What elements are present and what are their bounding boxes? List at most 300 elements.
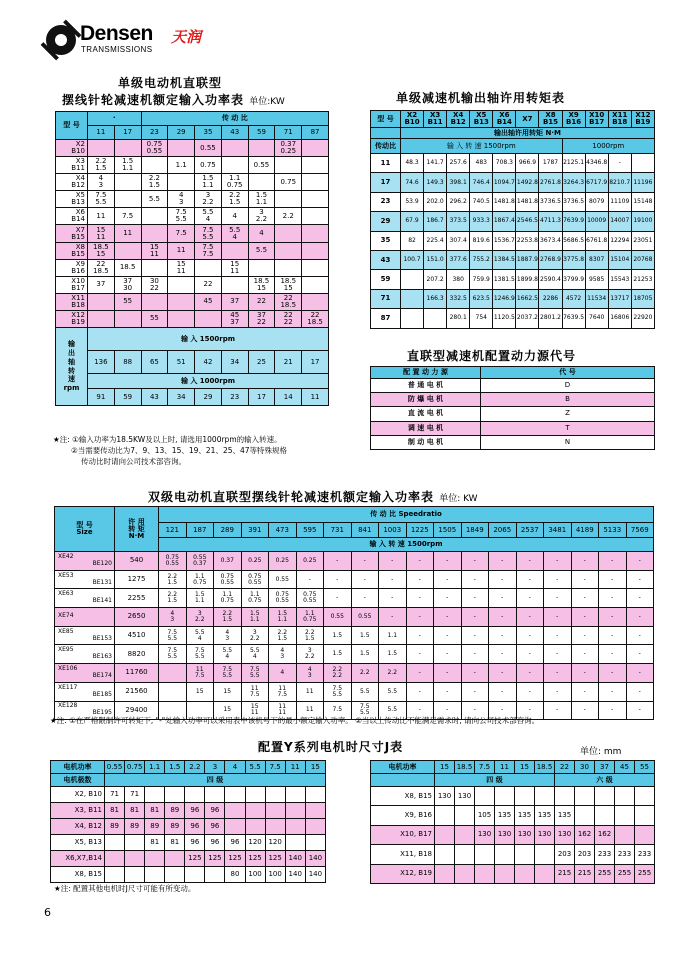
t2-value: 740.5 bbox=[470, 192, 493, 211]
t4-torque: 540 bbox=[115, 552, 159, 571]
t5-value bbox=[225, 819, 245, 835]
t1-value: 18.5 15 bbox=[275, 276, 302, 293]
t2-value: 280.1 bbox=[447, 309, 470, 328]
t5-value bbox=[575, 806, 595, 825]
t4-value: 0.25 bbox=[241, 552, 269, 571]
t4-value bbox=[159, 682, 187, 701]
t4-value: 2.2 1.5 bbox=[214, 608, 242, 627]
t4-value: 3 2.2 bbox=[296, 645, 324, 664]
t2-value: 20768 bbox=[631, 250, 654, 269]
t2-value: 19100 bbox=[631, 212, 654, 231]
t2-value: 7639.5 bbox=[562, 309, 585, 328]
t1-value bbox=[221, 157, 248, 174]
t4-ratio: 187 bbox=[186, 523, 214, 538]
t4-value: - bbox=[571, 626, 599, 645]
t5-value: 96 bbox=[205, 819, 225, 835]
t4-value: 2.2 2.2 bbox=[324, 664, 352, 683]
table-row bbox=[56, 140, 329, 157]
t5-value: 96 bbox=[185, 803, 205, 819]
t4-value: - bbox=[489, 664, 517, 683]
t4-value: - bbox=[434, 570, 462, 589]
t4-value: - bbox=[406, 552, 434, 571]
t5-power: 5.5 bbox=[245, 761, 265, 774]
table-cell bbox=[371, 774, 435, 787]
t5-value: 140 bbox=[305, 867, 325, 883]
t4-model-be: BE141 bbox=[92, 597, 112, 605]
t1-value bbox=[168, 174, 195, 191]
t1-header-ratio: 传 动 比 bbox=[141, 112, 328, 126]
t4-value: 5.5 bbox=[379, 701, 407, 720]
table-row bbox=[51, 851, 326, 867]
t5-model: X5, B13 bbox=[51, 835, 105, 851]
t5-model: X3, B11 bbox=[51, 803, 105, 819]
t4-value: - bbox=[406, 626, 434, 645]
t5-value bbox=[285, 819, 305, 835]
t3-header-source: 配 置 动 力 源 bbox=[371, 367, 481, 379]
t4-value: - bbox=[434, 608, 462, 627]
t1-value: 2.2 1.5 bbox=[141, 174, 168, 191]
t1-speed2-value: 43 bbox=[141, 389, 168, 406]
t4-ratio: 7569 bbox=[626, 523, 654, 538]
t4-torque: 29400 bbox=[115, 701, 159, 720]
t2-value: 819.6 bbox=[470, 231, 493, 250]
t4-table bbox=[54, 506, 654, 720]
t4-value: - bbox=[544, 701, 572, 720]
t4-value: 1.5 bbox=[324, 626, 352, 645]
t5-model: X8, B15 bbox=[51, 867, 105, 883]
t3-title: 直联型减速机配置动力源代号 bbox=[407, 349, 577, 363]
t4-value: - bbox=[516, 626, 544, 645]
t5-value: 162 bbox=[595, 825, 615, 844]
t5-value bbox=[125, 851, 145, 867]
t5-power: 45 bbox=[615, 761, 635, 774]
t4-value: 7.5 5.5 bbox=[186, 645, 214, 664]
t4-value: - bbox=[379, 552, 407, 571]
t2-ratio: 11 bbox=[371, 154, 401, 173]
t4-value: 1.5 bbox=[379, 645, 407, 664]
t4-value: - bbox=[626, 645, 654, 664]
t4-value: - bbox=[571, 589, 599, 608]
brand-seal: 天润 bbox=[171, 28, 202, 46]
t2-value: 8307 bbox=[585, 250, 608, 269]
t1-value: 4 bbox=[221, 208, 248, 225]
t2-value: 149.3 bbox=[424, 173, 447, 192]
t1-value bbox=[141, 208, 168, 225]
t2-value: 1381.5 bbox=[493, 270, 516, 289]
t5-power: 18.5 bbox=[455, 761, 475, 774]
t4-value: 1.1 0.75 bbox=[241, 589, 269, 608]
t4-value: 3 2.2 bbox=[186, 608, 214, 627]
table-row bbox=[55, 608, 654, 627]
t2-value: 22920 bbox=[631, 309, 654, 328]
t5-power: 11 bbox=[285, 761, 305, 774]
t5-value: 135 bbox=[555, 806, 575, 825]
t4-value: - bbox=[571, 608, 599, 627]
t4-value: 1.1 bbox=[379, 626, 407, 645]
t1-value: 0.55 bbox=[195, 140, 222, 157]
t1-ratio: 43 bbox=[221, 126, 248, 140]
t1-value bbox=[221, 140, 248, 157]
t4-value: - bbox=[571, 645, 599, 664]
t1-speed1-value: 65 bbox=[141, 351, 168, 374]
t2-ratio: 71 bbox=[371, 289, 401, 308]
t5-value bbox=[265, 819, 285, 835]
t4-value: - bbox=[461, 645, 489, 664]
t4-value: - bbox=[516, 701, 544, 720]
t2-value: 14007 bbox=[608, 212, 631, 231]
t5-value bbox=[575, 787, 595, 806]
t2-value: 202.0 bbox=[424, 192, 447, 211]
table-row bbox=[55, 507, 654, 523]
t4-value: 2.2 1.5 bbox=[159, 570, 187, 589]
t2-value: 67.9 bbox=[401, 212, 424, 231]
t4-value: - bbox=[461, 626, 489, 645]
t1-speed-label: 输 出 轴 转 速 rpm bbox=[56, 328, 88, 406]
t2-value: 82 bbox=[401, 231, 424, 250]
t5-value bbox=[105, 867, 125, 883]
t2-value: 257.6 bbox=[447, 154, 470, 173]
t2-value bbox=[401, 289, 424, 308]
t4-value: - bbox=[599, 552, 627, 571]
table-row bbox=[371, 845, 655, 864]
t2-model: X11 B18 bbox=[608, 111, 631, 128]
t1-speed1-value: 17 bbox=[302, 351, 329, 374]
t2-value: 2590.4 bbox=[539, 270, 562, 289]
t2-header-ratio: 传动比 bbox=[371, 139, 401, 154]
t1-value: 7.5 bbox=[168, 225, 195, 242]
t5-value bbox=[475, 864, 495, 883]
t3-table bbox=[370, 366, 655, 450]
t5-value: 96 bbox=[205, 803, 225, 819]
t1-value: 4 bbox=[248, 225, 275, 242]
t1-value bbox=[88, 310, 115, 327]
t2-value: 207.2 bbox=[424, 270, 447, 289]
t1-model: X9 B16 bbox=[56, 259, 88, 276]
t1-value bbox=[141, 225, 168, 242]
t5-power: 1.1 bbox=[145, 761, 165, 774]
t2-value: 1492.8 bbox=[516, 173, 539, 192]
t2-value: 23051 bbox=[631, 231, 654, 250]
t2-value: 1481.8 bbox=[516, 192, 539, 211]
t5-header-poles: 电机极数 bbox=[51, 774, 105, 787]
table-row bbox=[371, 212, 655, 231]
t5-value: 100 bbox=[265, 867, 285, 883]
t3-code: D bbox=[481, 379, 655, 393]
t5-value: 81 bbox=[125, 803, 145, 819]
t4-value: - bbox=[461, 589, 489, 608]
t4-value: 0.75 0.55 bbox=[269, 589, 297, 608]
t1-value bbox=[114, 191, 141, 208]
table-row bbox=[56, 351, 329, 374]
t1-notes bbox=[53, 435, 287, 468]
t4-ratio: 1849 bbox=[461, 523, 489, 538]
t5-value bbox=[145, 851, 165, 867]
t2-value: 8210.7 bbox=[608, 173, 631, 192]
t5-value: 130 bbox=[435, 787, 455, 806]
t4-value: - bbox=[599, 626, 627, 645]
t1-value: 37 bbox=[88, 276, 115, 293]
t1-value bbox=[302, 191, 329, 208]
t4-value: 4 3 bbox=[214, 626, 242, 645]
t5-value bbox=[305, 835, 325, 851]
t1-value: 22 18.5 bbox=[302, 310, 329, 327]
t4-value: 2.2 1.5 bbox=[159, 589, 187, 608]
t5-value bbox=[145, 787, 165, 803]
t4-value: - bbox=[626, 608, 654, 627]
t5-value: 162 bbox=[575, 825, 595, 844]
t2-model: X5 B13 bbox=[470, 111, 493, 128]
t4-value: - bbox=[626, 570, 654, 589]
t1-value bbox=[275, 191, 302, 208]
t2-value: 151.0 bbox=[424, 250, 447, 269]
t2-value: 10009 bbox=[585, 212, 608, 231]
t4-value: 11 11 bbox=[269, 701, 297, 720]
t4-value: 1.1 0.75 bbox=[186, 570, 214, 589]
t4-value: - bbox=[516, 589, 544, 608]
table-row bbox=[56, 389, 329, 406]
t2-value: 6761.8 bbox=[585, 231, 608, 250]
table-row bbox=[56, 157, 329, 174]
t5-value: 203 bbox=[575, 845, 595, 864]
t3-header-code: 代 号 bbox=[481, 367, 655, 379]
t4-value: - bbox=[516, 552, 544, 571]
t4-value bbox=[159, 664, 187, 683]
t5-value: 71 bbox=[105, 787, 125, 803]
t4-header-torque: 许 用 转 矩 N·M bbox=[115, 507, 159, 552]
t2-ratio: 23 bbox=[371, 192, 401, 211]
t1-value bbox=[168, 293, 195, 310]
t2-value: 307.4 bbox=[447, 231, 470, 250]
table-row bbox=[51, 867, 326, 883]
table-row bbox=[51, 774, 326, 787]
t4-value: 7.5 5.5 bbox=[159, 626, 187, 645]
t4-value: 1.1 0.75 bbox=[296, 608, 324, 627]
t1-model: X7 B15 bbox=[56, 225, 88, 242]
t4-model bbox=[55, 608, 115, 627]
t5-value: 71 bbox=[125, 787, 145, 803]
t4-value: 2.2 bbox=[351, 664, 379, 683]
t4-model bbox=[55, 570, 115, 589]
t4-value: 2.2 1.5 bbox=[269, 626, 297, 645]
t2-value: 1246.9 bbox=[493, 289, 516, 308]
t2-value: 754 bbox=[470, 309, 493, 328]
t1-note-2: ②当需要传动比为7、9、13、15、19、21、25、47等特殊规格 bbox=[71, 445, 288, 455]
t1-value: 1.5 1.1 bbox=[248, 191, 275, 208]
t4-value: - bbox=[434, 664, 462, 683]
t5-value bbox=[265, 803, 285, 819]
t2-value: 2768.9 bbox=[539, 250, 562, 269]
t2-value: 623.5 bbox=[470, 289, 493, 308]
table-row bbox=[51, 803, 326, 819]
t1-value: 37 bbox=[221, 293, 248, 310]
t5-value bbox=[245, 803, 265, 819]
t2-model: X6 B14 bbox=[493, 111, 516, 128]
t4-value: 2.2 1.5 bbox=[296, 626, 324, 645]
t4-model bbox=[55, 664, 115, 683]
t4-torque: 4510 bbox=[115, 626, 159, 645]
t1-value bbox=[221, 276, 248, 293]
t4-value: 0.55 bbox=[269, 570, 297, 589]
table-row bbox=[371, 393, 655, 407]
table-row bbox=[56, 191, 329, 208]
table-row bbox=[56, 225, 329, 242]
t2-ratio: 17 bbox=[371, 173, 401, 192]
t1-model: X5 B13 bbox=[56, 191, 88, 208]
t2-value: 1887.9 bbox=[516, 250, 539, 269]
t4-model-be: BE163 bbox=[92, 653, 112, 661]
table-row bbox=[51, 835, 326, 851]
t2-value: 759.9 bbox=[470, 270, 493, 289]
t2-value: 13717 bbox=[608, 289, 631, 308]
table-row bbox=[56, 259, 329, 276]
t4-value: - bbox=[406, 570, 434, 589]
t1-value bbox=[248, 259, 275, 276]
t5-power: 11 bbox=[495, 761, 515, 774]
t4-value: 1.1 0.75 bbox=[214, 589, 242, 608]
t5-poles-six: 六 级 bbox=[555, 774, 655, 787]
t4-torque: 2255 bbox=[115, 589, 159, 608]
t5-value bbox=[635, 806, 655, 825]
t1-speed1-value: 42 bbox=[195, 351, 222, 374]
t2-model: X7 bbox=[516, 111, 539, 128]
t2-ratio: 87 bbox=[371, 309, 401, 328]
t5-value: 140 bbox=[285, 867, 305, 883]
t1-value bbox=[141, 259, 168, 276]
t4-value: - bbox=[351, 570, 379, 589]
t1-speed2-value: 14 bbox=[275, 389, 302, 406]
t2-model: X12 B19 bbox=[631, 111, 654, 128]
t4-value: 15 11 bbox=[241, 701, 269, 720]
t1-value: 55 bbox=[141, 310, 168, 327]
t5-value: 130 bbox=[455, 787, 475, 806]
t5-value bbox=[595, 806, 615, 825]
t4-value: - bbox=[379, 570, 407, 589]
t4-header-model: 型 号 Size bbox=[55, 507, 115, 552]
t1-value: 1.1 bbox=[168, 157, 195, 174]
table-row bbox=[371, 250, 655, 269]
t1-value bbox=[195, 310, 222, 327]
t5-value bbox=[205, 867, 225, 883]
t5-model: X9, B16 bbox=[371, 806, 435, 825]
t5-value bbox=[615, 787, 635, 806]
t2-model: X4 B12 bbox=[447, 111, 470, 128]
table-row bbox=[55, 626, 654, 645]
t1-speed1-value: 25 bbox=[248, 351, 275, 374]
t5-value bbox=[535, 864, 555, 883]
t4-value: 0.55 bbox=[351, 608, 379, 627]
t4-value: - bbox=[406, 608, 434, 627]
t5-value: 215 bbox=[555, 864, 575, 883]
t4-value: 5.5 4 bbox=[214, 645, 242, 664]
t5-note: ★注: 配置其他电机时J尺寸可能有所变动。 bbox=[54, 884, 196, 893]
t4-value: 4 3 bbox=[269, 645, 297, 664]
t4-value: 2.2 bbox=[379, 664, 407, 683]
table-row bbox=[371, 111, 655, 128]
table-row bbox=[51, 787, 326, 803]
t5-title: 配置Y系列电机时尺寸J表 bbox=[258, 740, 404, 754]
t3-source: 制 动 电 机 bbox=[371, 435, 481, 449]
t5-value bbox=[125, 835, 145, 851]
t1-model: X10 B17 bbox=[56, 276, 88, 293]
t5-value bbox=[245, 787, 265, 803]
t5-value bbox=[515, 864, 535, 883]
t1-value bbox=[141, 293, 168, 310]
t2-value: 1094.7 bbox=[493, 173, 516, 192]
t2-value: 4346.8 bbox=[585, 154, 608, 173]
t2-header-torque: 输出轴许用转矩 N·M bbox=[401, 128, 655, 139]
t1-speed2-value: 91 bbox=[88, 389, 115, 406]
t5-power: 0.55 bbox=[105, 761, 125, 774]
t4-value: 7.5 5.5 bbox=[214, 664, 242, 683]
t1-ratio: 11 bbox=[88, 126, 115, 140]
t1-value bbox=[275, 225, 302, 242]
t1-title-2: 摆线针轮减速机额定输入功率表 单位:KW bbox=[62, 93, 285, 107]
table-row bbox=[371, 379, 655, 393]
t2-value: 7639.9 bbox=[562, 212, 585, 231]
t4-model-xe: XE128 bbox=[58, 702, 78, 710]
table-row bbox=[371, 367, 655, 379]
t1-value: 0.75 bbox=[275, 174, 302, 191]
t2-value: 225.4 bbox=[424, 231, 447, 250]
t5-value bbox=[105, 835, 125, 851]
t5-power: 37 bbox=[595, 761, 615, 774]
table-row bbox=[55, 570, 654, 589]
t1-value: 5.5 bbox=[248, 242, 275, 259]
t5-value: 140 bbox=[285, 851, 305, 867]
t2-value: 4572 bbox=[562, 289, 585, 308]
t4-value: 5.5 4 bbox=[186, 626, 214, 645]
t4-unit: 单位: KW bbox=[439, 494, 478, 504]
t2-value: 11534 bbox=[585, 289, 608, 308]
t5-value bbox=[165, 851, 185, 867]
t5-power: 15 bbox=[305, 761, 325, 774]
t2-value: 12294 bbox=[608, 231, 631, 250]
t4-ratio: 3481 bbox=[544, 523, 572, 538]
page-number: 6 bbox=[44, 906, 51, 919]
t4-model-be: BE195 bbox=[92, 709, 112, 717]
t5-value bbox=[165, 867, 185, 883]
t2-table bbox=[370, 110, 655, 329]
t4-model-be: BE120 bbox=[92, 559, 112, 567]
t2-value: 966.9 bbox=[516, 154, 539, 173]
t1-value bbox=[88, 293, 115, 310]
t5-value bbox=[205, 787, 225, 803]
t2-value: 1536.7 bbox=[493, 231, 516, 250]
t5-power: 15 bbox=[515, 761, 535, 774]
t5-power: 18.5 bbox=[535, 761, 555, 774]
t5-value bbox=[615, 825, 635, 844]
t1-model: X6 B14 bbox=[56, 208, 88, 225]
t3-code: N bbox=[481, 435, 655, 449]
t5-value bbox=[475, 787, 495, 806]
t5-power: 30 bbox=[575, 761, 595, 774]
t4-value: - bbox=[434, 701, 462, 720]
t5-value bbox=[225, 803, 245, 819]
t4-model-be: BE185 bbox=[92, 690, 112, 698]
t1-note-1: ★注: ①输入功率为18.5KW及以上时, 请选用1000rpm的输入转速。 bbox=[53, 435, 282, 444]
t2-value: 1899.8 bbox=[516, 270, 539, 289]
t4-value: - bbox=[434, 552, 462, 571]
t5-value: 125 bbox=[265, 851, 285, 867]
t4-value: - bbox=[324, 570, 352, 589]
t5-value bbox=[595, 787, 615, 806]
t5-value: 81 bbox=[145, 835, 165, 851]
t1-value: 45 37 bbox=[221, 310, 248, 327]
t5-model: X6,X7,B14 bbox=[51, 851, 105, 867]
table-row bbox=[371, 787, 655, 806]
t1-note-3: 传动比时请向公司技术部咨询。 bbox=[81, 456, 186, 466]
t5-value bbox=[495, 787, 515, 806]
